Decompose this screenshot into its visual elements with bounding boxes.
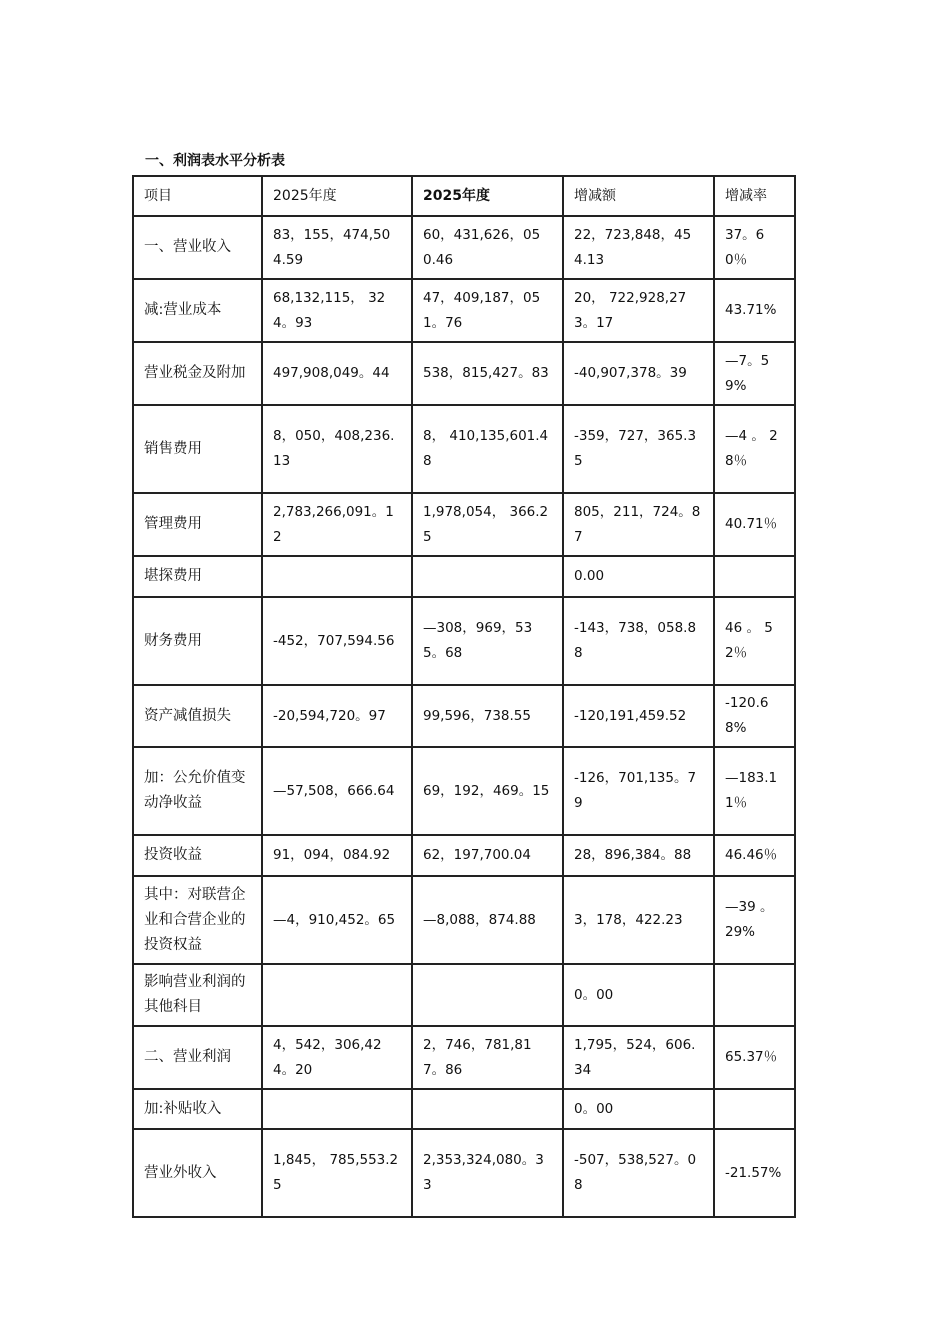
prior-year-value: 2,353,324,080。33 — [412, 1129, 563, 1217]
current-year-value: -20,594,720。97 — [262, 685, 412, 747]
change-rate-value: 40.71％ — [714, 493, 795, 556]
change-amount-value: -507，538,527。08 — [563, 1129, 714, 1217]
row-label: 投资收益 — [133, 835, 262, 876]
change-amount-value: 20， 722,928,273。17 — [563, 279, 714, 342]
row-label: 营业外收入 — [133, 1129, 262, 1217]
change-amount-value: -120,191,459.52 — [563, 685, 714, 747]
row-label: 销售费用 — [133, 405, 262, 493]
column-header-current-year: 2025年度 — [262, 176, 412, 216]
table-row — [133, 279, 795, 342]
prior-year-value: 60，431,626，050.46 — [412, 216, 563, 279]
prior-year-value: 2，746，781,817。86 — [412, 1026, 563, 1089]
change-rate-value — [714, 964, 795, 1026]
page-title: 一、利润表水平分析表 — [145, 153, 285, 169]
prior-year-value — [412, 1089, 563, 1129]
change-amount-value: 0。00 — [563, 964, 714, 1026]
row-label: 堪探费用 — [133, 556, 262, 597]
change-amount-value: -143，738，058.88 — [563, 597, 714, 685]
change-amount-value: 0。00 — [563, 1089, 714, 1129]
current-year-value — [262, 556, 412, 597]
change-amount-value: 22，723,848，454.13 — [563, 216, 714, 279]
change-rate-value: -21.57% — [714, 1129, 795, 1217]
current-year-value: 83，155，474,504.59 — [262, 216, 412, 279]
column-header-change-rate: 增减率 — [714, 176, 795, 216]
column-header-prior-year: 2025年度 — [412, 176, 563, 216]
prior-year-value: 1,978,054， 366.25 — [412, 493, 563, 556]
prior-year-value: 99,596，738.55 — [412, 685, 563, 747]
change-rate-value — [714, 556, 795, 597]
current-year-value: -452，707,594.56 — [262, 597, 412, 685]
prior-year-value: 538，815,427。83 — [412, 342, 563, 405]
current-year-value: —57,508，666.64 — [262, 747, 412, 835]
change-rate-value: 37。60％ — [714, 216, 795, 279]
change-amount-value: 0.00 — [563, 556, 714, 597]
change-rate-value: —183.11％ — [714, 747, 795, 835]
table-row — [133, 493, 795, 556]
column-header-change-amount: 增减额 — [563, 176, 714, 216]
change-rate-value: —4 。 28％ — [714, 405, 795, 493]
row-label: 营业税金及附加 — [133, 342, 262, 405]
prior-year-value: 47，409,187，051。76 — [412, 279, 563, 342]
prior-year-value: —8,088，874.88 — [412, 876, 563, 964]
change-amount-value: 28，896,384。88 — [563, 835, 714, 876]
table-row — [133, 964, 795, 1026]
table-row — [133, 342, 795, 405]
change-amount-value: -359，727，365.35 — [563, 405, 714, 493]
table-row — [133, 1129, 795, 1217]
current-year-value: 497,908,049。44 — [262, 342, 412, 405]
table-row — [133, 1026, 795, 1089]
row-label: 资产减值损失 — [133, 685, 262, 747]
change-rate-value: 46 。 52％ — [714, 597, 795, 685]
table-header-row — [133, 176, 795, 216]
row-label: 减:营业成本 — [133, 279, 262, 342]
current-year-value: 91，094，084.92 — [262, 835, 412, 876]
row-label: 其中：对联营企业和合营企业的投资权益 — [133, 876, 262, 964]
current-year-value: 68,132,115， 324。93 — [262, 279, 412, 342]
change-rate-value: 46.46％ — [714, 835, 795, 876]
change-rate-value: 43.71% — [714, 279, 795, 342]
prior-year-value — [412, 556, 563, 597]
current-year-value: 1,845， 785,553.25 — [262, 1129, 412, 1217]
row-label: 财务费用 — [133, 597, 262, 685]
table-row — [133, 405, 795, 493]
prior-year-value: 8， 410,135,601.48 — [412, 405, 563, 493]
change-amount-value: -126，701,135。79 — [563, 747, 714, 835]
column-header-item: 项目 — [133, 176, 262, 216]
table-row — [133, 835, 795, 876]
table-row — [133, 216, 795, 279]
prior-year-value: 62，197,700.04 — [412, 835, 563, 876]
row-label: 一、营业收入 — [133, 216, 262, 279]
prior-year-value: —308，969，535。68 — [412, 597, 563, 685]
row-label: 二、营业利润 — [133, 1026, 262, 1089]
table-row — [133, 685, 795, 747]
current-year-value — [262, 1089, 412, 1129]
row-label: 管理费用 — [133, 493, 262, 556]
table-row — [133, 597, 795, 685]
current-year-value: 2,783,266,091。12 — [262, 493, 412, 556]
change-rate-value: -120.68% — [714, 685, 795, 747]
current-year-value — [262, 964, 412, 1026]
row-label: 影响营业利润的其他科目 — [133, 964, 262, 1026]
table-row — [133, 747, 795, 835]
table-row — [133, 556, 795, 597]
income-statement-table — [132, 175, 796, 1218]
table-row — [133, 876, 795, 964]
change-rate-value — [714, 1089, 795, 1129]
change-rate-value: —7。59% — [714, 342, 795, 405]
current-year-value: 4，542，306,424。20 — [262, 1026, 412, 1089]
current-year-value: 8，050，408,236.13 — [262, 405, 412, 493]
change-amount-value: 805，211，724。87 — [563, 493, 714, 556]
change-rate-value: 65.37％ — [714, 1026, 795, 1089]
row-label: 加:补贴收入 — [133, 1089, 262, 1129]
table-row — [133, 1089, 795, 1129]
change-amount-value: 3，178，422.23 — [563, 876, 714, 964]
change-rate-value: —39 。 29% — [714, 876, 795, 964]
change-amount-value: 1,795，524，606.34 — [563, 1026, 714, 1089]
change-amount-value: -40,907,378。39 — [563, 342, 714, 405]
current-year-value: —4，910,452。65 — [262, 876, 412, 964]
prior-year-value: 69，192，469。15 — [412, 747, 563, 835]
prior-year-value — [412, 964, 563, 1026]
row-label: 加：公允价值变动净收益 — [133, 747, 262, 835]
